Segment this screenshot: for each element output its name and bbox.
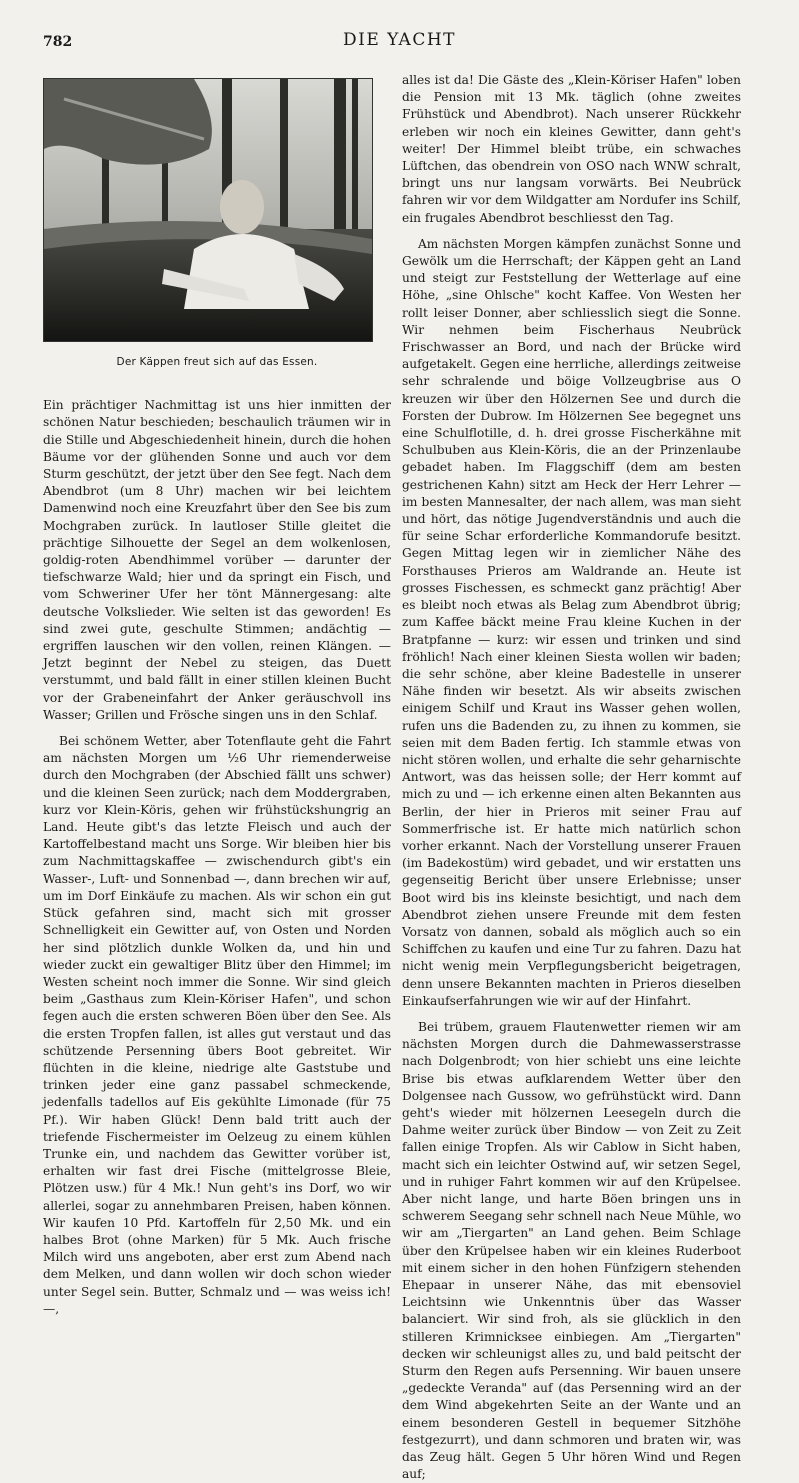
right-column — [402, 72, 741, 1483]
figure-caption: Der Käppen freut sich auf das Essen. — [116, 356, 318, 368]
photograph — [43, 78, 373, 342]
left-paragraph-1: Ein prächtiger Nachmittag ist uns hier inmitten der schönen Natur beschieden; beschaulich träumen wir in die Stille und Abgeschiedenheit hinein, durch die hohen Bäume vor der glühenden Sonne und auch vor dem Sturm geschützt, der jetzt über den See fegt. Nach dem Abendbrot (um 8 Uhr) machen wir bei leichtem Damenwind noch eine Kreuzfahrt über den See bis zum Mochgraben zurück. In lautloser Stille gleitet die prächtige Silhouette der Segel an dem wolkenlosen, goldig-roten Abendhimmel vorüber — darunter der tiefschwarze Wald; hier und da springt ein Fisch, und vom Schweriner Ufer her tönt Männergesang: alte deutsche Volkslieder. Wie selten ist das geworden! Es sind zwei gute, geschulte Stimmen; andächtig — ergriffen lauschen wir den vollen, reinen Klängen. — Jetzt beginnt der Nebel zu steigen, das Duett verstummt, und bald fällt in einer stillen kleinen Bucht vor der Grabeneinfahrt der Anker geräuschvoll ins Wasser; Grillen und Frösche singen uns in den Schlaf. — [43, 398, 391, 722]
left-column — [43, 76, 391, 1318]
journal-title: DIE YACHT — [342, 30, 456, 50]
left-paragraph-2: Bei schönem Wetter, aber Totenflaute geht die Fahrt am nächsten Morgen um ½6 Uhr riemenderweise durch den Mochgraben (der Abschied fällt uns schwer) und die kleinen Seen zurück; nach dem Moddergraben, kurz vor Klein-Köris, gehen wir frühstückshungrig an Land. Heute gibt's das letzte Fleisch und auch der Kartoffelbestand macht uns Sorge. Wir bleiben hier bis zum Nachmittagskaffee — zwischendurch gibt's ein Wasser-, Luft- und Sonnenbad —, dann brechen wir auf, um im Dorf Einkäufe zu machen. Als wir schon ein gut Stück gefahren sind, macht sich mit grosser Schnelligkeit ein Gewitter auf, von Osten und Norden her sind plötzlich dunkle Wolken da, und hin und wieder zuckt ein gewaltiger Blitz über den Himmel; im Westen scheint noch immer die Sonne. Wir sind gleich beim „Gasthaus zum Klein-Köriser Hafen", und schon fegen auch die ersten schweren Böen über den See. Als die ersten Tropfen fallen, ist alles gut verstaut und das schützende Persenning übers Boot gebreitet. Wir flüchten in die kleine, niedrige alte Gaststube und trinken jeder eine ganz passabel schmeckende, jedenfalls tadellos auf Eis gekühlte Limonade (für 75 Pf.). Wir haben Glück! Denn bald tritt auch der triefende Fischermeister im Oelzeug zu einem kühlen Trunke ein, und nachdem das Gewitter vorüber ist, erhalten wir fast drei Fische (mittelgrosse Bleie, Plötzen usw.) für 4 Mk.! Nun geht's ins Dorf, wo wir allerlei, sogar zu annehmbaren Preisen, haben können. Wir kaufen 10 Pfd. Kartoffeln für 2,50 Mk. und ein halbes Brot (ohne Marken) für 5 Mk. Auch frische Milch wird uns angeboten, aber erst zum Abend nach dem Melken, und dann wollen wir doch schon wieder unter Segel sein. Butter, Schmalz und — was weiss ich! —, — [43, 734, 391, 1316]
photo-illustration — [44, 79, 372, 341]
page-number: 782 — [43, 34, 73, 50]
right-paragraph-1: alles ist da! Die Gäste des „Klein-Köriser Hafen" loben die Pension mit 13 Mk. täglich (ohne zweites Frühstück und Abendbrot). Nach unserer Rückkehr erleben wir noch ein kleines Gewitter, dann geht's weiter! Der Himmel bleibt trübe, ein schwaches Lüftchen, das obendrein von OSO nach WNW schralt, bringt uns nur langsam vorwärts. Bei Neubrück fahren wir vor dem Wildgatter am Nordufer ins Schilf, ein frugales Abendbrot beschliesst den Tag. — [402, 73, 741, 225]
right-paragraph-3: Bei trübem, grauem Flautenwetter riemen wir am nächsten Morgen durch die Dahmewasserstrasse nach Dolgenbrodt; von hier schiebt uns eine leichte Brise bis etwas aufklarendem Wetter über den Dolgensee nach Gussow, wo gefrühstückt wird. Dann geht's wieder mit hölzernen Leesegeln durch die Dahme weiter zurück über Bindow — von Zeit zu Zeit fallen einige Tropfen. Als wir Cablow in Sicht haben, macht sich ein leichter Ostwind auf, wir setzen Segel, und in ruhiger Fahrt kommen wir auf den Krüpelsee. Aber nicht lange, und harte Böen bringen uns in schwerem Seegang sehr schnell nach Neue Mühle, wo wir am „Tiergarten" an Land gehen. Beim Schlage über den Krüpelsee haben wir ein kleines Ruderboot mit einem sicher in den hohen Fünfzigern stehenden Ehepaar in unserer Nähe, das mit ebensoviel Leichtsinn wie Unkenntnis über das Wasser balanciert. Wir sind froh, als sie glücklich in den stilleren Krimnicksee einbiegen. Am „Tiergarten" decken wir schleunigst alles zu, und bald peitscht der Sturm den Regen aufs Persenning. Wir bauen unsere „gedeckte Veranda" auf (das Persenning wird an der dem Wind abgekehrten Seite an der Wante und an einem besonderen Gestell in bequemer Sitzhöhe festgezurrt), und dann schmoren und braten wir, was das Zeug hält. Gegen 5 Uhr hören Wind und Regen auf; — [402, 1019, 741, 1482]
right-paragraph-2: Am nächsten Morgen kämpfen zunächst Sonne und Gewölk um die Herrschaft; der Käppen geht an Land und steigt zur Feststellung der Wetterlage auf eine Höhe, „sine Ohlsche" kocht Kaffee. Von Westen her rollt leiser Donner, aber schliesslich siegt die Sonne. Wir nehmen beim Fischerhaus Neubrück Frischwasser an Bord, und nach der Brücke wird aufgetakelt. Gegen eine herrliche, allerdings zeitweise sehr schralende und böige Vollzeugbrise aus O kreuzen wir über den Hölzernen See und durch die Forsten der Dubrow. Im Hölzernen See begegnet uns eine Schulflotille, d. h. drei grosse Fischerkähne mit Schulbuben aus Klein-Köris, die an der Prinzenlaube gebadet haben. Im Flaggschiff (dem am besten gestrichenen Kahn) sitzt am Heck der Herr Lehrer — im besten Mannesalter, der nach allem, was man sieht und hört, das nötige Jugendverständnis und auch die für seine Schar erforderliche Kommandorufe besitzt. Gegen Mittag legen wir in ziemlicher Nähe des Forsthauses Prieros am Waldrande an. Heute ist grosses Fischessen, es schmeckt ganz prächtig! Aber es bleibt noch etwas als Belag zum Abendbrot übrig; zum Kaffee bäckt meine Frau kleine Kuchen in der Bratpfanne — kurz: wir essen und trinken und sind fröhlich! Nach einer kleinen Siesta wollen wir baden; die sehr schöne, aber kleine Badestelle in unserer Nähe finden wir besetzt. Als wir abseits zwischen einigem Schilf und Kraut ins Wasser gehen wollen, rufen uns die Badenden zu, zu ihnen zu kommen, sie seien mit dem Baden fertig. Ich stammle etwas von nicht stören wollen, und erhalte die sehr geharnischte Antwort, was das heissen solle; der Herr kommt auf mich zu und — ich erkenne einen alten Bekannten aus Berlin, der hier in Prieros mit seiner Frau auf Sommerfrische ist. Er hatte mich natürlich schon vorher erkannt. Nach der Vorstellung unserer Frauen (im Badekostüm) wird gebadet, und wir erstatten uns gegenseitig Bericht über unsere Erlebnisse; unser Boot wird bis ins kleinste besichtigt, und nach dem Abendbrot ziehen unsere Freunde mit dem festen Vorsatz von dannen, sobald als möglich auch so ein Schiffchen zu kaufen und eine Tur zu fahren. Dazu hat nicht wenig mein Verpflegungsbericht beigetragen, denn unsere Bekannten machten in Prieros dieselben Einkaufserfahrungen wie wir auf der Hinfahrt. — [402, 236, 741, 1008]
